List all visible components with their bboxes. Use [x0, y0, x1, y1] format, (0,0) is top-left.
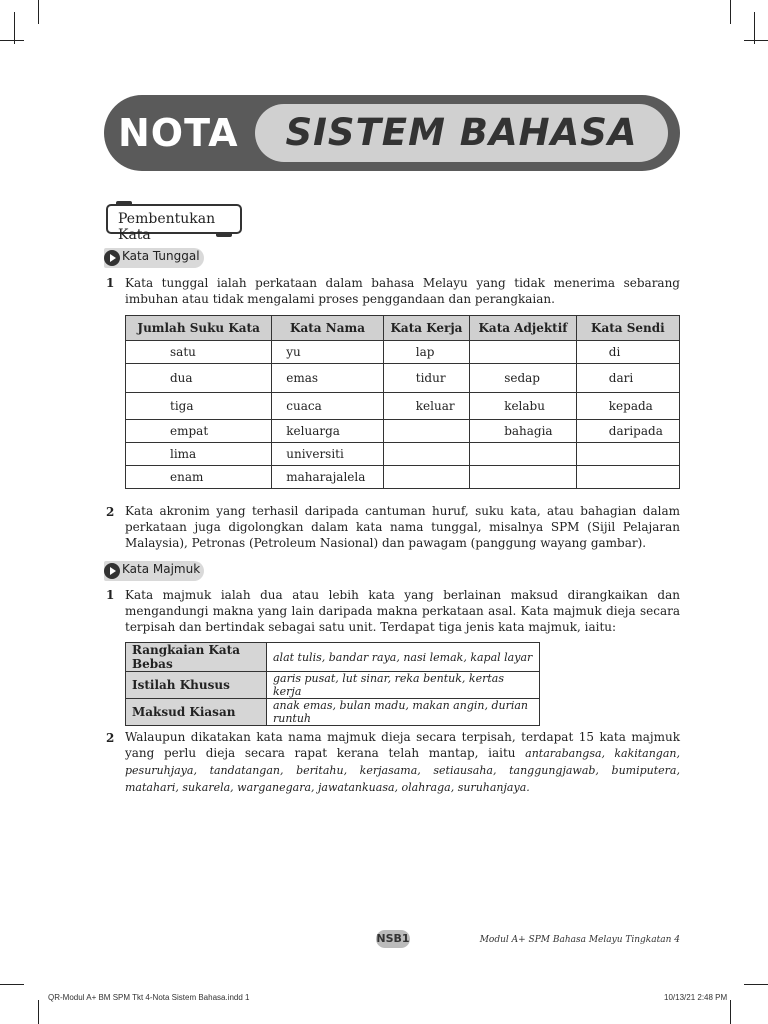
crop-mark — [38, 0, 39, 24]
print-date: 10/13/21 2:48 PM — [664, 993, 728, 1002]
table-cell: dua — [126, 364, 272, 393]
column-header: Jumlah Suku Kata — [126, 316, 272, 341]
column-header: Kata Nama — [272, 316, 384, 341]
row-value: alat tulis, bandar raya, nasi lemak, kapal layar — [267, 643, 540, 672]
item-number: 1 — [106, 276, 115, 290]
row-value: garis pusat, lut sinar, reka bentuk, kertas kerja — [267, 672, 540, 699]
table-cell: bahagia — [470, 420, 577, 443]
subheading-kata-tunggal — [104, 248, 204, 268]
paragraph — [125, 729, 680, 796]
kata-majmuk-table — [125, 642, 540, 726]
crop-mark — [730, 0, 731, 24]
table-cell — [470, 466, 577, 489]
section-heading-text: Pembentukan Kata — [118, 211, 216, 243]
paragraph-text: Walaupun dikatakan kata nama majmuk dieja secara terpisah, terdapat 15 kata majmuk yang perlu dieja secara rapat kerana telah mantap, iaitu — [125, 730, 680, 760]
footer-text: Modul A+ SPM Bahasa Melayu Tingkatan 4 — [479, 935, 680, 945]
column-header: Kata Kerja — [383, 316, 469, 341]
table-cell — [383, 420, 469, 443]
paragraph: Kata majmuk ialah dua atau lebih kata yang berlainan maksud dirangkaikan dan mengandungi makna yang lain daripada makna perkataan asal. Kata majmuk dieja secara terpisah dan bertindak sebagai satu unit. Terdapat tiga jenis kata majmuk, iaitu: — [125, 588, 680, 634]
crop-mark — [730, 1000, 731, 1024]
table-row — [126, 643, 540, 672]
row-label: Maksud Kiasan — [126, 699, 267, 726]
table-cell: keluarga — [272, 420, 384, 443]
table-cell: cuaca — [272, 393, 384, 420]
table-cell: kelabu — [470, 393, 577, 420]
play-bullet-icon — [104, 563, 120, 579]
item-number: 2 — [106, 731, 115, 745]
table-row — [126, 364, 680, 393]
table-cell: empat — [126, 420, 272, 443]
table-cell — [383, 443, 469, 466]
table-cell: maharajalela — [272, 466, 384, 489]
section-heading — [106, 204, 242, 243]
table-cell — [576, 443, 679, 466]
heading-tab — [116, 201, 132, 206]
table-cell — [470, 443, 577, 466]
crop-mark — [754, 12, 755, 44]
item-number: 1 — [106, 588, 115, 602]
subheading-kata-majmuk — [104, 561, 204, 581]
table-cell — [383, 466, 469, 489]
crop-mark — [38, 1000, 39, 1024]
table-cell: yu — [272, 341, 384, 364]
table-cell: satu — [126, 341, 272, 364]
crop-mark — [0, 40, 24, 41]
table-cell: universiti — [272, 443, 384, 466]
table-cell — [576, 466, 679, 489]
table-cell: tiga — [126, 393, 272, 420]
table-cell: kepada — [576, 393, 679, 420]
table-cell: sedap — [470, 364, 577, 393]
table-cell — [470, 341, 577, 364]
row-value: anak emas, bulan madu, makan angin, durian runtuh — [267, 699, 540, 726]
table-row — [126, 341, 680, 364]
table-row — [126, 672, 540, 699]
table-cell: keluar — [383, 393, 469, 420]
crop-mark — [14, 12, 15, 44]
table-cell: lima — [126, 443, 272, 466]
word-list: antarabangsa, kakitangan, pesuruhjaya, tandatangan, beritahu, kerjasama, setiausaha, tanggungjawab, bumiputera, matahari, sukarela, warganegara, jawatankuasa, olahraga, suruhanjaya. — [125, 747, 680, 794]
kata-tunggal-table — [125, 315, 680, 489]
table-cell: lap — [383, 341, 469, 364]
banner-label: NOTA — [118, 111, 239, 155]
table-cell: enam — [126, 466, 272, 489]
play-bullet-icon — [104, 250, 120, 266]
subheading-text: Kata Tunggal — [122, 249, 200, 263]
table-cell: tidur — [383, 364, 469, 393]
table-row — [126, 466, 680, 489]
column-header: Kata Sendi — [576, 316, 679, 341]
page-title: SISTEM BAHASA — [285, 111, 638, 154]
table-cell: di — [576, 341, 679, 364]
subheading-text: Kata Majmuk — [122, 562, 201, 576]
paragraph: Kata akronim yang terhasil daripada cantuman huruf, suku kata, atau bahagian dalam perkataan juga digolongkan dalam kata nama tunggal, misalnya SPM (Sijil Pelajaran Malaysia), Petronas (Petroleum Nasional) dan pawagam (panggung wayang gambar). — [125, 504, 680, 550]
table-row — [126, 420, 680, 443]
print-slug: QR-Modul A+ BM SPM Tkt 4-Nota Sistem Bahasa.indd 1 — [48, 993, 250, 1002]
table-row — [126, 443, 680, 466]
column-header: Kata Adjektif — [470, 316, 577, 341]
table-cell: dari — [576, 364, 679, 393]
crop-mark — [744, 40, 768, 41]
table-cell: daripada — [576, 420, 679, 443]
row-label: Istilah Khusus — [126, 672, 267, 699]
heading-tab — [216, 232, 232, 237]
crop-mark — [744, 984, 768, 985]
table-header-row — [126, 316, 680, 341]
table-row — [126, 393, 680, 420]
table-row — [126, 699, 540, 726]
row-label: Rangkaian Kata Bebas — [126, 643, 267, 672]
page-number-badge: NSB1 — [376, 930, 410, 948]
item-number: 2 — [106, 505, 115, 519]
crop-mark — [0, 984, 24, 985]
paragraph: Kata tunggal ialah perkataan dalam bahasa Melayu yang tidak menerima sebarang imbuhan atau tidak mengalami proses penggandaan dan perangkaian. — [125, 276, 680, 306]
table-cell: emas — [272, 364, 384, 393]
